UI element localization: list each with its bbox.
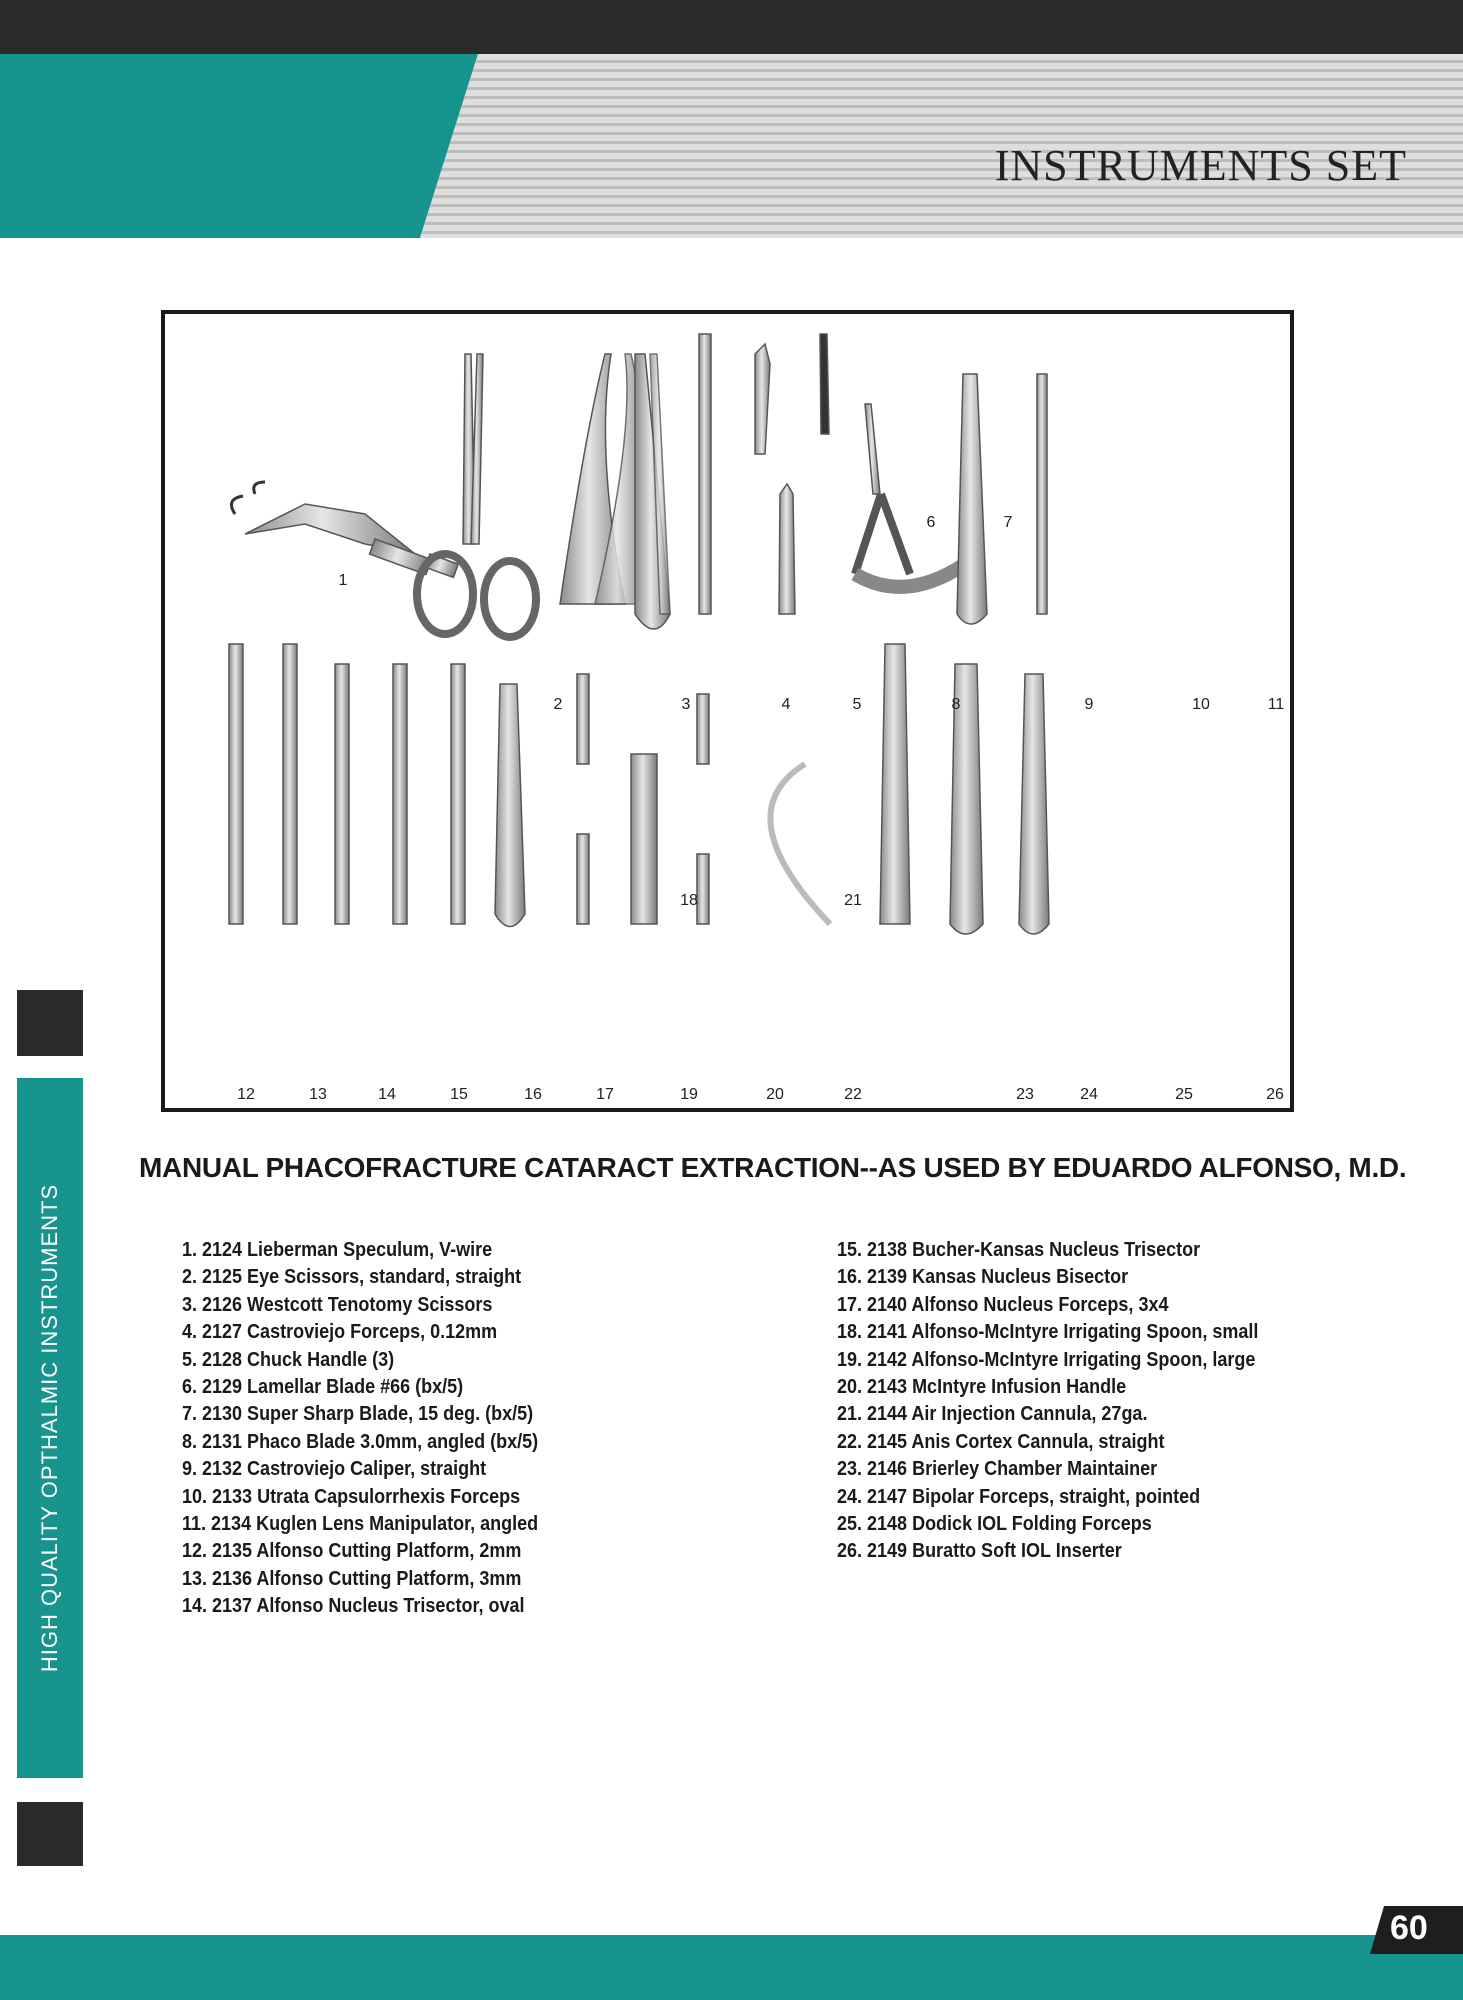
figure-label: 4 bbox=[781, 696, 791, 713]
figure-label: 12 bbox=[237, 1086, 255, 1103]
figure-label: 26 bbox=[1266, 1086, 1284, 1103]
chamber-maintainer-drawing bbox=[770, 764, 830, 924]
list-item: 8. 2131 Phaco Blade 3.0mm, angled (bx/5) bbox=[182, 1430, 539, 1453]
list-item: 9. 2132 Castroviejo Caliper, straight bbox=[182, 1458, 487, 1481]
list-item: 20. 2143 McIntyre Infusion Handle bbox=[837, 1376, 1127, 1399]
westcott-drawing bbox=[560, 354, 644, 604]
figure-label: 17 bbox=[596, 1086, 614, 1103]
cortex-cannula bbox=[697, 854, 709, 924]
nucleus-trisector-14 bbox=[335, 664, 349, 924]
figure-label: 22 bbox=[844, 1086, 862, 1103]
list-item: 19. 2142 Alfonso-McIntyre Irrigating Spoon, large bbox=[837, 1348, 1256, 1371]
caliper-drawing bbox=[855, 404, 965, 587]
figure-label: 2 bbox=[553, 696, 563, 713]
forceps-drawing bbox=[635, 354, 670, 629]
sidebar-vertical-text: HIGH QUALITY OPTHALMIC INSTRUMENTS bbox=[37, 1183, 62, 1673]
phaco-blade-drawing bbox=[779, 484, 795, 614]
list-item: 2. 2125 Eye Scissors, standard, straight bbox=[182, 1266, 522, 1289]
list-item: 5. 2128 Chuck Handle (3) bbox=[182, 1348, 395, 1371]
figure-label: 25 bbox=[1175, 1086, 1193, 1103]
sidebar-block-bottom bbox=[17, 1802, 83, 1866]
list-item: 15. 2138 Bucher-Kansas Nucleus Trisector bbox=[837, 1239, 1201, 1261]
list-item: 22. 2145 Anis Cortex Cannula, straight bbox=[837, 1430, 1165, 1453]
irrigating-spoon-large bbox=[577, 834, 589, 924]
header-teal-band bbox=[0, 54, 478, 238]
figure-label: 23 bbox=[1016, 1086, 1034, 1103]
section-subtitle: MANUAL PHACOFRACTURE CATARACT EXTRACTION--AS USED BY EDUARDO ALFONSO, M.D. bbox=[139, 1152, 1407, 1183]
bipolar-forceps-drawing bbox=[880, 644, 910, 924]
nucleus-forceps-drawing bbox=[495, 684, 525, 927]
figure-label: 21 bbox=[844, 892, 862, 909]
sharp-blade-drawing bbox=[820, 334, 829, 434]
cutting-platform-12 bbox=[229, 644, 243, 924]
figure-label: 11 bbox=[1267, 696, 1285, 713]
list-item: 18. 2141 Alfonso-McIntyre Irrigating Spoon, small bbox=[837, 1321, 1259, 1344]
manipulator-drawing bbox=[1037, 374, 1047, 614]
figure-label: 6 bbox=[926, 514, 936, 531]
footer-teal-band bbox=[0, 1935, 1463, 2000]
capsulorrhexis-forceps-drawing bbox=[957, 374, 987, 624]
list-item: 21. 2144 Air Injection Cannula, 27ga. bbox=[837, 1403, 1148, 1426]
list-item: 4. 2127 Castroviejo Forceps, 0.12mm bbox=[182, 1321, 498, 1344]
figure-label: 20 bbox=[766, 1086, 784, 1103]
figure-label: 5 bbox=[852, 696, 862, 713]
header-dark-bar bbox=[0, 0, 1463, 54]
sidebar-block-top bbox=[17, 990, 83, 1056]
nucleus-bisector-16 bbox=[451, 664, 465, 924]
infusion-handle-drawing bbox=[631, 754, 657, 924]
list-item: 26. 2149 Buratto Soft IOL Inserter bbox=[837, 1540, 1122, 1563]
figure-label: 24 bbox=[1080, 1086, 1098, 1103]
figure-label: 10 bbox=[1192, 696, 1210, 713]
list-item: 23. 2146 Brierley Chamber Maintainer bbox=[837, 1458, 1158, 1481]
figure-label: 18 bbox=[680, 892, 698, 909]
figure-label: 16 bbox=[524, 1086, 542, 1103]
list-item: 6. 2129 Lamellar Blade #66 (bx/5) bbox=[182, 1376, 464, 1399]
chuck-handle-drawing bbox=[699, 334, 711, 614]
page-title: INSTRUMENTS SET bbox=[994, 141, 1407, 190]
figure-label: 3 bbox=[681, 696, 691, 713]
page-number: 60 bbox=[1390, 1909, 1428, 1947]
list-item: 24. 2147 Bipolar Forceps, straight, pointed bbox=[837, 1485, 1201, 1508]
cutting-platform-13 bbox=[283, 644, 297, 924]
scissors-drawing bbox=[417, 354, 536, 637]
instrument-list-right bbox=[837, 1237, 1305, 1566]
figure-label: 13 bbox=[309, 1086, 327, 1103]
list-item: 13. 2136 Alfonso Cutting Platform, 3mm bbox=[182, 1567, 522, 1590]
list-item: 12. 2135 Alfonso Cutting Platform, 2mm bbox=[182, 1540, 522, 1563]
irrigating-spoon-small bbox=[577, 674, 589, 764]
figure-label: 7 bbox=[1003, 514, 1013, 531]
figure-label: 9 bbox=[1084, 696, 1094, 713]
figure-label: 14 bbox=[378, 1086, 396, 1103]
figure-label: 1 bbox=[338, 572, 348, 589]
air-injection-cannula bbox=[697, 694, 709, 764]
lamellar-blade-drawing bbox=[755, 344, 770, 454]
iol-inserter-drawing bbox=[1019, 674, 1049, 934]
figure-label: 8 bbox=[951, 696, 961, 713]
list-item: 14. 2137 Alfonso Nucleus Trisector, oval bbox=[182, 1595, 525, 1618]
list-item: 11. 2134 Kuglen Lens Manipulator, angled bbox=[182, 1513, 539, 1536]
figure-label: 19 bbox=[680, 1086, 698, 1103]
nucleus-trisector-15 bbox=[393, 664, 407, 924]
figure-label: 15 bbox=[450, 1086, 468, 1103]
instrument-illustration bbox=[165, 314, 1290, 1108]
list-item: 7. 2130 Super Sharp Blade, 15 deg. (bx/5) bbox=[182, 1403, 534, 1426]
instrument-figure bbox=[161, 310, 1294, 1112]
list-item: 10. 2133 Utrata Capsulorrhexis Forceps bbox=[182, 1485, 521, 1508]
list-item: 17. 2140 Alfonso Nucleus Forceps, 3x4 bbox=[837, 1293, 1169, 1316]
instrument-list-left bbox=[182, 1237, 578, 1621]
list-item: 25. 2148 Dodick IOL Folding Forceps bbox=[837, 1513, 1152, 1536]
list-item: 1. 2124 Lieberman Speculum, V-wire bbox=[182, 1239, 493, 1261]
list-item: 3. 2126 Westcott Tenotomy Scissors bbox=[182, 1293, 493, 1316]
list-item: 16. 2139 Kansas Nucleus Bisector bbox=[837, 1266, 1129, 1289]
